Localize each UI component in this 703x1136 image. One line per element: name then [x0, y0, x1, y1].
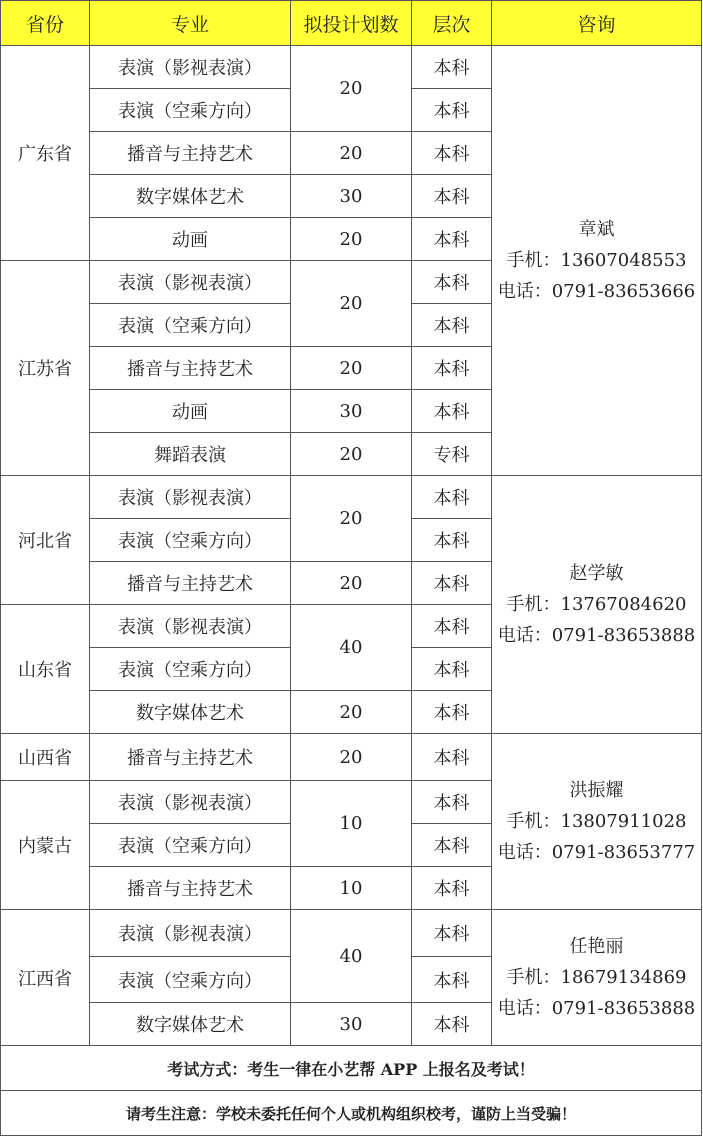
contact-name: 章斌: [578, 219, 615, 240]
province-cell: 江苏省: [1, 261, 90, 476]
major-cell: 表演（空乘方向）: [90, 957, 291, 1003]
major-cell: 播音与主持艺术: [90, 132, 291, 175]
level-cell: 专科: [412, 433, 492, 476]
province-cell: 山西省: [1, 734, 90, 781]
level-cell: 本科: [412, 476, 492, 519]
plan-cell: 40: [291, 605, 412, 691]
contact-mobile: 手机：13767084620: [506, 594, 687, 615]
level-cell: 本科: [412, 648, 492, 691]
plan-cell: 30: [291, 175, 412, 218]
table-row: [1, 734, 702, 781]
level-cell: 本科: [412, 957, 492, 1003]
contact-cell: [492, 46, 702, 476]
province-cell: 江西省: [1, 910, 90, 1046]
plan-cell: 20: [291, 218, 412, 261]
level-cell: 本科: [412, 562, 492, 605]
level-cell: 本科: [412, 132, 492, 175]
table-header-row: [1, 1, 702, 46]
plan-cell: 30: [291, 1003, 412, 1046]
level-cell: 本科: [412, 824, 492, 867]
level-cell: 本科: [412, 347, 492, 390]
plan-cell: 20: [291, 132, 412, 175]
header-contact: 咨询: [492, 1, 702, 46]
major-cell: 舞蹈表演: [90, 433, 291, 476]
province-cell: 内蒙古: [1, 781, 90, 910]
table-row: [1, 476, 702, 519]
level-cell: 本科: [412, 390, 492, 433]
major-cell: 表演（影视表演）: [90, 476, 291, 519]
level-cell: 本科: [412, 218, 492, 261]
table-row: [1, 46, 702, 89]
major-cell: 表演（影视表演）: [90, 46, 291, 89]
contact-cell: [492, 734, 702, 910]
fraud-warning-note: 请考生注意：学校未委托任何个人或机构组织校考，谨防上当受骗！: [1, 1091, 702, 1136]
level-cell: 本科: [412, 734, 492, 781]
major-cell: 播音与主持艺术: [90, 562, 291, 605]
major-cell: 表演（空乘方向）: [90, 519, 291, 562]
contact-mobile: 手机：13607048553: [506, 250, 687, 271]
level-cell: 本科: [412, 519, 492, 562]
major-cell: 表演（空乘方向）: [90, 824, 291, 867]
contact-phone: 电话：0791-83653777: [497, 842, 696, 863]
plan-cell: 20: [291, 347, 412, 390]
table-row: [1, 910, 702, 957]
province-cell: 山东省: [1, 605, 90, 734]
level-cell: 本科: [412, 175, 492, 218]
level-cell: 本科: [412, 261, 492, 304]
plan-cell: 20: [291, 476, 412, 562]
plan-cell: 10: [291, 867, 412, 910]
exam-method-row: [1, 1046, 702, 1091]
level-cell: 本科: [412, 867, 492, 910]
major-cell: 播音与主持艺术: [90, 867, 291, 910]
level-cell: 本科: [412, 605, 492, 648]
major-cell: 数字媒体艺术: [90, 175, 291, 218]
plan-cell: 10: [291, 781, 412, 867]
header-province: 省份: [1, 1, 90, 46]
level-cell: 本科: [412, 691, 492, 734]
plan-cell: 20: [291, 691, 412, 734]
level-cell: 本科: [412, 89, 492, 132]
major-cell: 表演（空乘方向）: [90, 89, 291, 132]
contact-name: 洪振耀: [569, 780, 624, 801]
level-cell: 本科: [412, 910, 492, 957]
major-cell: 表演（影视表演）: [90, 261, 291, 304]
major-cell: 表演（空乘方向）: [90, 648, 291, 691]
plan-cell: 20: [291, 433, 412, 476]
level-cell: 本科: [412, 46, 492, 89]
contact-cell: [492, 910, 702, 1046]
plan-cell: 40: [291, 910, 412, 1003]
major-cell: 播音与主持艺术: [90, 734, 291, 781]
major-cell: 播音与主持艺术: [90, 347, 291, 390]
notice-row: [1, 1091, 702, 1136]
major-cell: 表演（影视表演）: [90, 781, 291, 824]
major-cell: 表演（影视表演）: [90, 910, 291, 957]
contact-name: 赵学敏: [569, 563, 624, 584]
major-cell: 表演（空乘方向）: [90, 304, 291, 347]
province-cell: 广东省: [1, 46, 90, 261]
plan-cell: 20: [291, 562, 412, 605]
major-cell: 表演（影视表演）: [90, 605, 291, 648]
level-cell: 本科: [412, 781, 492, 824]
plan-cell: 20: [291, 734, 412, 781]
plan-cell: 20: [291, 46, 412, 132]
exam-method-note: 考试方式：考生一律在小艺帮 APP 上报名及考试！: [1, 1046, 702, 1091]
contact-phone: 电话：0791-83653888: [497, 998, 696, 1019]
header-plan: 拟投计划数: [291, 1, 412, 46]
major-cell: 动画: [90, 390, 291, 433]
major-cell: 数字媒体艺术: [90, 1003, 291, 1046]
level-cell: 本科: [412, 1003, 492, 1046]
major-cell: 数字媒体艺术: [90, 691, 291, 734]
contact-phone: 电话：0791-83653888: [497, 625, 696, 646]
contact-mobile: 手机：18679134869: [506, 967, 687, 988]
contact-mobile: 手机：13807911028: [506, 811, 687, 832]
plan-cell: 20: [291, 261, 412, 347]
contact-name: 任艳丽: [569, 936, 624, 957]
province-cell: 河北省: [1, 476, 90, 605]
level-cell: 本科: [412, 304, 492, 347]
header-major: 专业: [90, 1, 291, 46]
major-cell: 动画: [90, 218, 291, 261]
plan-cell: 30: [291, 390, 412, 433]
contact-phone: 电话：0791-83653666: [497, 281, 696, 302]
header-level: 层次: [412, 1, 492, 46]
contact-cell: [492, 476, 702, 734]
